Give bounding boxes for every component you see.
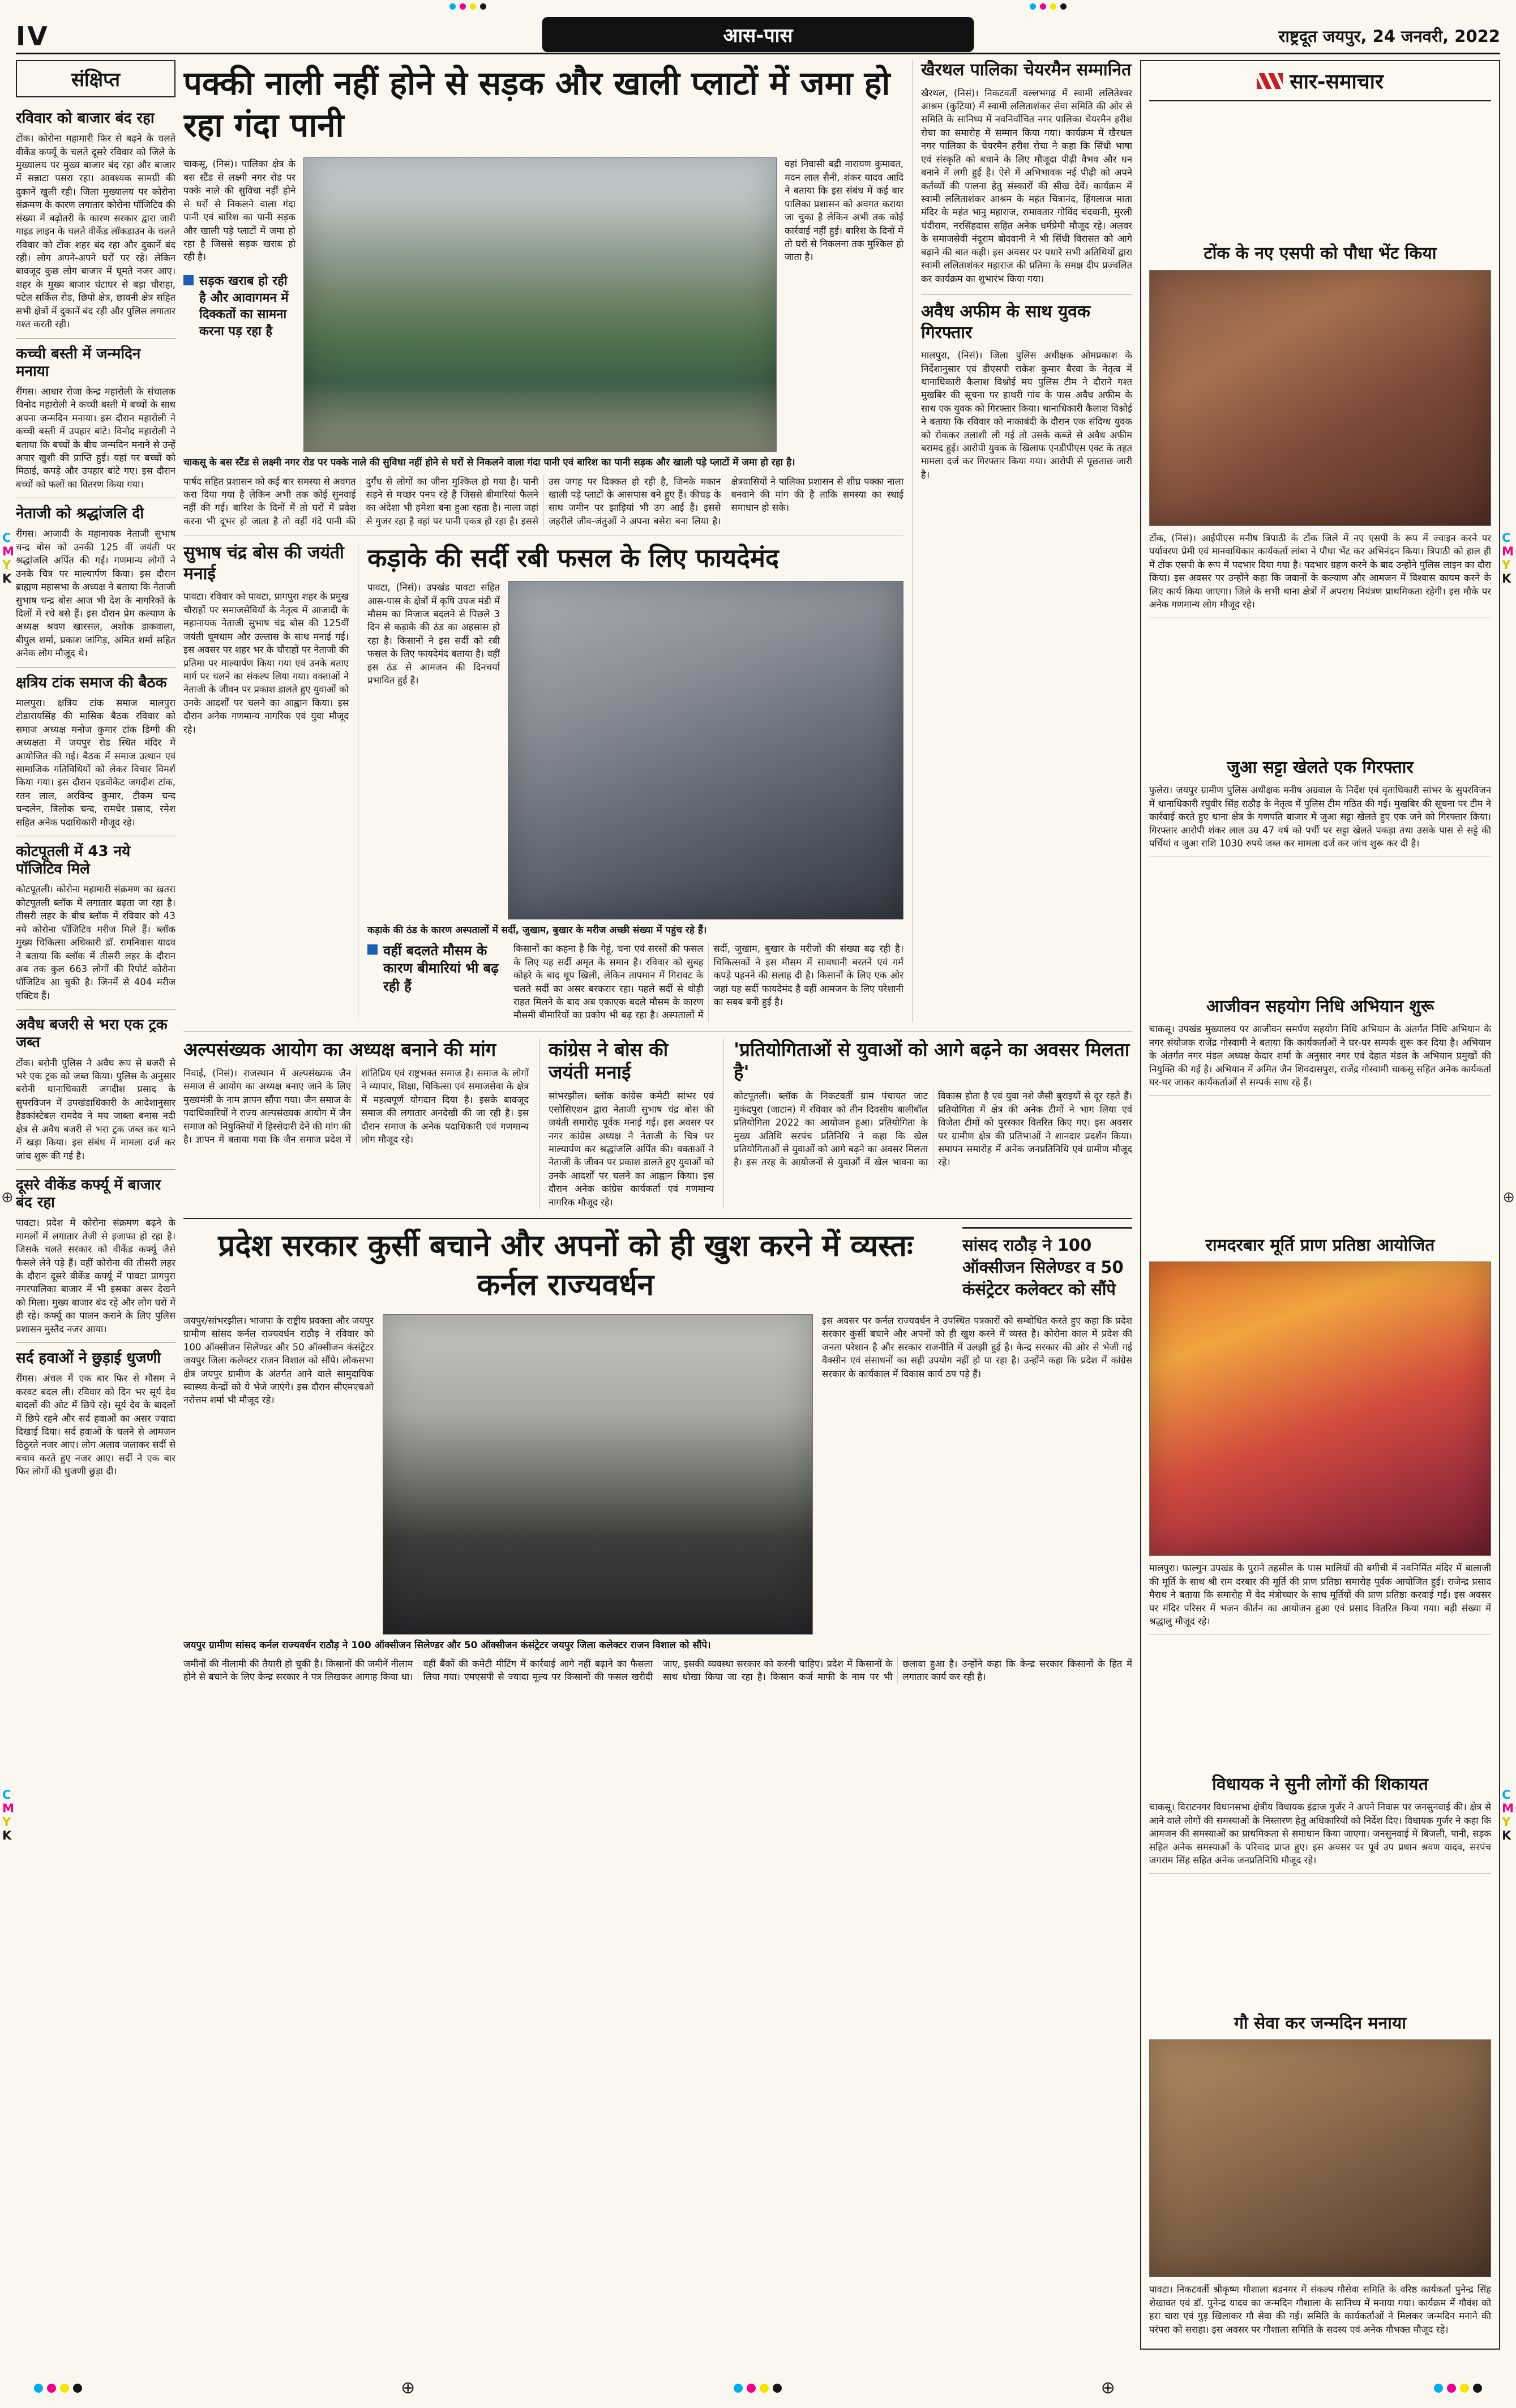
mla-headline: विधायक ने सुनी लोगों की शिकायत [1212, 1774, 1428, 1794]
rajyavardhan-headline: प्रदेश सरकार कुर्सी बचाने और अपनों को ही खुश करने में व्यस्तः कर्नल राज्यवर्धन [218, 1229, 913, 1302]
summary-column [1140, 60, 1500, 2350]
cyan-letter: C [1502, 531, 1511, 545]
black-dot-icon [1473, 2384, 1482, 2393]
registration-mark-icon: ⊕ [1502, 1189, 1515, 1206]
registration-mark-icon: ⊕ [1100, 2378, 1115, 2398]
winter-sub-headline-text: वहीं बदलते मौसम के कारण बीमारियां भी बढ़ रही हैं [383, 943, 499, 994]
black-dot-icon [73, 2384, 82, 2393]
drain-water-photo [303, 157, 777, 452]
magenta-letter: M [1502, 545, 1514, 558]
pull-quote-text: सड़क खराब हो रही है और आवागमन में दिक्कतों का सामना करना पड़ रहा है [199, 273, 289, 339]
rajyavardhan-article [183, 1218, 1132, 1684]
brief-headline: क्षत्रिय टांक समाज की बैठक [16, 674, 167, 691]
magenta-dot-icon [460, 3, 466, 10]
lead-intro-text: चाकसू, (निसं)। पालिका क्षेत्र के बस स्टैंड से लक्ष्मी नगर रोड पर पक्के नाले की सुविधा नहीं होने से घरों से निकलने वाला गंदा पानी एवं बारिश का पानी सड़क और खाली पड़े प्लाटों में जमा हो रहा है जिससे सड़क खराब हो रही है। [183, 159, 296, 263]
nidhi-abhiyan-article [1149, 990, 1491, 1097]
ramdarbar-idols-photo [1149, 1261, 1491, 1556]
cyan-dot-icon [1434, 2384, 1443, 2393]
lead-pull-quote [183, 273, 296, 340]
brief-body: टोंक। कोरोना महामारी फिर से बढ़ने के चलते वीकेंड कर्फ्यू के चलते दूसरे रविवार को जिले के मुख्यालय पर मुख्य बाजार बंद रहा और बाजार में सन्नाटा पसरा रहा। आवश्यक सामग्री की दुकानें खुली रही। जिला मुख्यालय पर कोरोना संक्रमण के कारण लगातार कोरोना पॉजिटिव की संख्या में बढ़ोतरी के कारण सरकार द्वारा जारी गाइड लाइन के चलते वीकेंड लॉकडाउन के चलते रविवार को टोंक शहर बंद रहा और दुकानें बंद रही। लोग अपने-अपने घरों पर रहे। लेकिन बावजूद कुछ लोग बाजार में घूमते नजर आए। शहर के मुख्य बाजार घंटाघर से बड़ा चौराहा, पटेल सर्किल रोड, छिपो क्षेत्र, छावनी क्षेत्र सहित सभी क्षेत्रों में दुकानें बंद रही और पुलिस लगातार गश्त करती रही। [16, 133, 175, 330]
yellow-letter: Y [2, 558, 11, 572]
cmyk-dots-icon [734, 2384, 782, 2393]
upper-section [183, 60, 1132, 1022]
rajyavardhan-photo-caption: जयपुर ग्रामीण सांसद कर्नल राज्यवर्धन राठौड़ ने 100 ऑक्सीजन सिलेण्डर और 50 ऑक्सीजन कंसंट्रेटर जयपुर जिला कलेक्टर राजन विशाल को सौंपे। [183, 1639, 711, 1651]
brief-article [16, 339, 175, 499]
winter-body: किसानों का कहना है कि गेहूं, चना एवं सरसों की फसल के लिए यह सर्दी अमृत के समान है। रविवार को सुबह कोहरे के बाद धूप खिली, लेकिन तापमान में गिरावट के चलते सर्दी का असर बरकरार रहा। पहले सर्दी से थोड़ी राहत मिलने के बाद अब एकाएक बदले मौसम के कारण मौसमी बीमारियों का प्रकोप भी बढ़ रहा है। अस्पतालों में सर्दी, जुखाम, बुखार के मरीजों की संख्या बढ़ रही है। चिकित्सकों ने इस मौसम में सावधानी बरतने एवं गर्म कपड़े पहनने की सलाह दी है। किसानों के लिए एक ओर जहां यह सर्दी फायदेमंद है वहीं आमजन के लिए परेशानी का सबब बनी हुई है। [513, 943, 903, 1021]
chairman-headline: खैरथल पालिका चेयरमैन सम्मानित [921, 60, 1132, 80]
lead-article [183, 62, 903, 528]
chairman-article [921, 60, 1132, 285]
minority-headline: अल्पसंख्यक आयोग का अध्यक्ष बनाने की मांग [183, 1038, 496, 1060]
winter-sub-headline [367, 942, 503, 1022]
rajyavardhan-bottom-text: जमीनों की नीलामी की तैयारी हो चुकी है। किसानों की जमीनें नीलाम होने से बचाने के लिए केन्द्र सरकार ने पत्र लिखकर आगाह किया था। वहीं बैंकों की कमेटी मीटिंग में कार्रवाई आगे नहीं बढ़ाने का फैसला लिया गया। एमएसपी से ज्यादा मूल्य पर किसानों की फसल खरीदी जाए, इसकी व्यवस्था सरकार को करनी चाहिए। प्रदेश में किसानों के साथ धोखा किया जा रहा है। किसान कर्ज माफी के नाम पर भी छलावा हुआ है। उन्होंने कहा कि केन्द्र सरकार किसानों के हित में लगातार कार्य कर रही है। [183, 1658, 1132, 1683]
registration-mark-icon: ⊕ [1, 1189, 14, 1206]
edition-date: राष्ट्रदूत जयपुर, 24 जनवरी, 2022 [1278, 27, 1500, 46]
rajyavardhan-highlight: सांसद राठौड़ ने 100 ऑक्सीजन सिलेण्डर व 50 कंसंट्रेटर कलेक्टर को सौंपे [962, 1227, 1132, 1301]
rajyavardhan-body-row [183, 1314, 1132, 1635]
black-letter: K [1502, 572, 1511, 585]
brief-headline: कोटपूतली में 43 नये पॉजिटिव मिले [16, 843, 131, 878]
print-marks-top [0, 3, 1516, 10]
ramdarbar-body: मालपुरा। फाल्गुन उपखंड के पुराने तहसील के पास मालियों की बगीची में नवनिर्मित मंदिर में बालाजी की मूर्ति के साथ श्री राम दरबार की मूर्ति की प्राण प्रतिष्ठा समारोह पूर्वक आयोजित हुई। राजेन्द्र प्रसाद मैराथ ने बताया कि समारोह में वेद मंत्रोच्चार के साथ मूर्तियों की प्राण प्रतिष्ठा करवाई गई। इस अवसर पर मंदिर परिसर में भजन कीर्तन का आयोजन हुआ एवं प्रसाद वितरित किया गया। बड़ी संख्या में श्रद्धालु मौजूद रहे। [1149, 1563, 1491, 1627]
yellow-letter: Y [2, 1815, 11, 1829]
section-banner: आस-पास [542, 17, 974, 52]
lead-photo-caption: चाकसू के बस स्टैंड से लक्ष्मी नगर रोड पर पक्के नाले की सुविधा नहीं होने से घरों से निकलने वाला गंदा पानी एवं बारिश का पानी सड़क और खाली पड़े प्लाटों में जमा हो रहा है। [183, 457, 795, 469]
cyan-letter: C [2, 531, 11, 545]
magenta-dot-icon [1447, 2384, 1456, 2393]
minority-commission-article [183, 1038, 529, 1209]
magenta-dot-icon [1040, 3, 1046, 10]
lead-side-column [785, 157, 903, 452]
cyan-dot-icon [734, 2384, 743, 2393]
gambling-arrest-article [1149, 751, 1491, 858]
brief-article [16, 103, 175, 339]
yellow-letter: Y [1502, 1815, 1511, 1829]
brief-article [16, 498, 175, 667]
nidhi-headline: आजीवन सहयोग निधि अभियान शुरू [1206, 996, 1434, 1016]
brief-body: रींगस। अंचल में एक बार फिर से मौसम ने करवट बदल ली। रविवार को दिन भर सूर्य देव बादलों की ओट में छिपे रहे। सूर्य देव के बादलों में छिपे रहने और सर्द हवाओं का असर ज्यादा दिखाई दिया। सर्द हवाओं के चलने से आमजन ठिठुरते नजर आए। लोग अलाव जलाकर सर्दी से बचाव करते हुए नजर आए। सर्दी ने एक बार फिर लोगों की धुजणी छुड़ा दी। [16, 1373, 175, 1477]
magenta-letter: M [1502, 1802, 1514, 1815]
mid-section [183, 536, 903, 1022]
upper-left-section [183, 60, 903, 1022]
mla-hearing-article [1149, 1768, 1491, 1875]
black-dot-icon [1060, 3, 1067, 10]
chairman-body: खैरथल, (निसं)। निकटवर्ती वल्लभगढ़ में स्वामी ललितेश्वर आश्रम (कुटिया) में स्वामी ललिताशंकर सेवा समिति की ओर से समिति के सानिध्य में नवनिर्वाचित नगर पालिका चेयरमैन हरीश रोचा का समारोह में सम्मान किया गया। कार्यक्रम में खैरथल नगर पालिका के चेयरमैन हरीश रोचा ने कहा कि सिंधी भाषा एवं संस्कृति को बचाने के लिए मौजूदा पीढ़ी वैभव और धन बनाने में लगी हुई है। ऐसे में अभिभावक नई पीढ़ी को अपने कर्तव्यों की पालना हेतु संस्कारों की सीख देवें। कार्यक्रम में स्वामी ललिताशंकर आश्रम के महंत चित्रानंद, हिंगलाज माता मंदिर के महंत भानु महाराज, रामावतार गोविंद चंदवानी, मुरली चंदीराम, नरसिंहदास सहित अनेक धर्मप्रेमी मौजूद रहे। अलवर के समाजसेवी नंदूराम बोदवानी ने भी सिंधी विरासत को आगे बढ़ाने की बात कही। इस अवसर पर पधारे सभी अतिथियों द्वारा स्वामी ललिताशंकर महाराज की प्रतिमा के समक्ष दीप प्रज्वलित कर कार्यक्रम का शुभारंभ किया गया। [921, 87, 1132, 284]
subhash-body: पावटा। रविवार को पावटा, प्रागपुरा शहर के प्रमुख चौराहों पर समाजसेवियों के नेतृत्व में आजादी के महानायक नेताजी सुभाष चंद्र बोस की 125वीं जयंती धूमधाम और उल्लास के साथ मनाई गई। इस अवसर पर शहर भर के चौराहों पर नेताजी की प्रतिमा पर माल्यार्पण किया गया एवं उनके बताए मार्ग पर चलने का संकल्प लिया गया। वक्ताओं ने नेताजी के जीवन पर प्रकाश डालते हुए युवाओं को उनके आदर्शों पर चलने का आह्वान किया। इस दौरान अनेक गणमान्य नागरिक एवं युवा मौजूद रहे। [183, 591, 349, 735]
brief-article [16, 1170, 175, 1343]
congress-body: सांभरझील। ब्लॉक कांग्रेस कमेटी सांभर एवं एसोसिएशन द्वारा नेताजी सुभाष चंद्र बोस की जयंती समारोह पूर्वक मनाई गई। इस अवसर पर नगर कांग्रेस अध्यक्ष ने नेताजी के चित्र पर माल्यार्पण कर श्रद्धांजलि अर्पित की। वक्ताओं ने नेताजी के जीवन पर प्रकाश डालते हुए युवाओं को उनके आदर्शों पर चलने का आह्वान किया। इस दौरान अनेक कांग्रेस कार्यकर्ता एवं गणमान्य नागरिक मौजूद रहे। [549, 1090, 714, 1208]
third-row [183, 1031, 1132, 1209]
opium-body: मालपुरा, (निसं)। जिला पुलिस अधीक्षक ओमप्रकाश के निर्देशानुसार एवं डीएसपी राकेश कुमार बैरवा के नेतृत्व में थानाधिकारी कैलाश विश्नोई मय पुलिस टीम ने दौराने गश्त मुखबिर की सूचना पर हाथरी गांव के पास अवैध अफीम के साथ एक युवक को गिरफ्तार किया। थानाधिकारी कैलाश विश्नोई ने बताया कि रविवार को नाकाबंदी के दौरान एक संदिग्ध युवक को रोककर तलाशी ली गई तो उसके कब्जे से अवैध अफीम बरामद हुई। आरोपी युवक के खिलाफ एनडीपीएस एक्ट के तहत मामला दर्ज कर गिरफ्तार किया गया। आरोपी से पूछताछ जारी है। [921, 350, 1132, 480]
winter-article [358, 543, 903, 1022]
lead-side-text: वहां निवासी बद्री नारायण कुमावत, मदन लाल सैनी, शंकर यादव आदि ने बताया कि इस संबंध में कई बार पालिका प्रशासन को अवगत कराया जा चुका है लेकिन अभी तक कोई कार्रवाई नहीं हुई। बारिश के दिनों में तो घरों से निकलना तक मुश्किल हो जाता है। [785, 159, 903, 263]
cmyk-dots-icon [34, 2384, 82, 2393]
sp-plant-body: टोंक, (निसं)। आईपीएस मनीष त्रिपाठी के टोंक जिले में नए एसपी के रूप में ज्वाइन करने पर पर्यावरण प्रेमी एवं मानवाधिकार कार्यकर्ता लांबा ने पौधा भेंट कर अभिनंदन किया। त्रिपाठी को हाल ही में टोंक एसपी के रूप में पदभार दिया गया है। पदभार ग्रहण करने के बाद उन्होंने पुलिस लाइन का दौरा किया। इस अवसर पर उन्होंने कहा कि जवानों के कल्याण और आमजन में विश्वास कायम करने के लिए कार्य किया जाएगा। जिले के सभी थाना क्षेत्रों में अपराध नियंत्रण प्राथमिकता रहेगी। इस मौके पर अनेक गणमान्य लोग मौजूद रहे। [1149, 532, 1491, 610]
brief-article [16, 668, 175, 836]
print-marks-footer [34, 2380, 1482, 2397]
magenta-letter: M [2, 1802, 14, 1815]
yellow-dot-icon [470, 3, 476, 10]
opium-article [921, 294, 1132, 481]
competition-headline: 'प्रतियोगिताओं से युवाओं को आगे बढ़ने का अवसर मिलता है' [734, 1038, 1130, 1084]
competition-article [734, 1038, 1132, 1209]
registration-mark-icon: ⊕ [401, 2378, 416, 2398]
cmyk-dots-icon [1434, 2384, 1482, 2393]
brief-headline: दूसरे वीकेंड कर्फ्यू में बाजार बंद रहा [16, 1177, 161, 1212]
upper-right-section [913, 60, 1132, 1022]
yellow-dot-icon [1050, 3, 1056, 10]
mla-body: चाकसू। विराटनगर विधानसभा क्षेत्रीय विधायक इंद्राज गुर्जर ने अपने निवास पर जनसुनवाई की। क्षेत्र से आने वाले लोगों की समस्याओं के निस्तारण हेतु अधिकारियों को निर्देश दिए। विधायक गुर्जर ने कहा कि आमजन की समस्याओं का प्राथमिकता से समाधान किया जाएगा। जनसुनवाई में बिजली, पानी, सड़क सहित अनेक समस्याओं के परिवाद प्राप्त हुए। इस अवसर पर पूर्व उप प्रधान श्रवण यादव, सरपंच जगराम सिंह सहित अनेक जनप्रतिनिधि मौजूद रहे। [1149, 1802, 1491, 1866]
briefs-column [16, 60, 175, 2350]
yellow-dot-icon [60, 2384, 69, 2393]
sp-plant-photo [1149, 270, 1491, 526]
winter-photo [508, 581, 903, 919]
black-letter: K [1502, 1829, 1511, 1842]
cmyk-letters-left [2, 532, 14, 585]
main-content [183, 60, 1132, 2350]
sub-headline-bullet-icon [367, 944, 378, 955]
brief-body: रींगस। आधार रोजा केन्द्र महारोली के संचालक विनोद महारोली ने कच्ची बस्ती में बच्चों के साथ अपना जन्मदिन मनाया। इस दौरान महारोली ने कच्ची बस्ती में उपहार बांटे। विनोद महारोली ने बताया कि बच्चों के बीच जन्मदिन मनाने से उन्हें अपार खुशी की प्राप्ति हुई। यहां पर बच्चों को मिठाई, कपड़े और उपहार बांटे गए। इस दौरान बच्चों को फलों का वितरण किया गया। [16, 386, 175, 490]
winter-intro-text: पावटा, (निसं)। उपखंड पावटा सहित आस-पास के क्षेत्रों में कृषि उपज मंडी में मौसम का मिजाज बदलने से पिछले 3 दिन से कड़ाके की ठंड का अहसास हो रहा है। किसानों ने इस सर्दी को रबी फसल के लिए फायदेमंद बताया है। वहीं इस ठंड से आमजन की दिनचर्या प्रभावित हुई है। [367, 582, 500, 686]
winter-media-row [367, 581, 903, 919]
sp-plant-headline: टोंक के नए एसपी को पौधा भेंट किया [1204, 243, 1437, 264]
brief-body: टोंक। बरोनी पुलिस ने अवैध रूप से बजरी से भरे एक ट्रक को जब्त किया। पुलिस के अनुसार बरोनी थानाधिकारी जगदीश प्रसाद के सुपरविजन में उपखंडाधिकारी के आदेशानुसार हैडकांस्टेबल रामदेव ने मय जाब्ता बनास नदी क्षेत्र से अवैध बजरी से भरा ट्रक जब्त कर थाने में खड़ा किया। इस संबंध में मामला दर्ज कर जांच शुरू की गई है। [16, 1057, 175, 1161]
brief-body: मालपुरा। क्षत्रिय टांक समाज मालपुरा टोडारायसिंह की मासिक बैठक रविवार को समाज अध्यक्ष मनोज कुमार टांक डिग्गी की अध्यक्षता में जयपुर रोड स्थित मंदिर में आयोजित की गई। बैठक में समाज उत्थान एवं सामाजिक गतिविधियों को लेकर विचार विमर्श किया गया। इस दौरान एडवोकेट जगदीश टांक, रतन लाल, अरविन्द कुमार, टीकम चन्द चन्दलेन, त्रिलोक चन्द, रामधेर प्रसाद, रमेश सहित अनेक पदाधिकारी मौजूद रहे। [16, 697, 175, 828]
yellow-dot-icon [760, 2384, 769, 2393]
gauseva-headline: गौ सेवा कर जन्मदिन मनाया [1234, 2013, 1407, 2033]
brief-headline: रविवार को बाजार बंद रहा [16, 110, 155, 127]
brief-headline: सर्द हवाओं ने छुड़ाई धुजणी [16, 1350, 161, 1367]
sp-plant-article [1149, 237, 1491, 618]
cmyk-dots-icon [1030, 3, 1067, 10]
black-letter: K [2, 1829, 12, 1842]
winter-headline: कड़ाके की सर्दी रबी फसल के लिए फायदेमंद [367, 543, 779, 574]
section-accent-icon [1257, 73, 1283, 89]
brief-body: पावटा। प्रदेश में कोरोना संक्रमण बढ़ने के मामलों में लगातार तेजी से इजाफा हो रहा है। जिसके चलते सरकार को वीकेंड कर्फ्यू जैसे फैसले लेने पड़े हैं। वहीं कोरोना की तीसरी लहर के दौरान दूसरे वीकेंड कर्फ्यू में पावटा प्रागपुरा नगरपालिका बाजार में भी इसका असर देखने को मिला। मुख्य बाजार बंद रहे और लोग घरों में ही रहे। कर्फ्यू का पालन कराने के लिए पुलिस प्रशासन मुस्तैद नजर आया। [16, 1217, 175, 1335]
masthead [16, 19, 1500, 54]
black-letter: K [2, 572, 12, 585]
lead-media-row [183, 157, 903, 452]
brief-body: रींगस। आजादी के महानायक नेताजी सुभाष चन्द्र बोस को उनकी 125 वीं जयंती पर श्रद्धांजलि अर्पित की गई। गणमान्य लोगों ने उनके चित्र पर माल्यार्पण किया। इस दौरान ब्राह्मण महासभा के अध्यक्ष ने बताया कि नेताजी सुभाष चन्द्र बोस आज भी देश के नागरिकों के दिलों में रचे बसे हैं। इस दौरान प्रेम कल्याण के अध्यक्ष श्रवण खारसल, अशोक डाकवाला, बीपुल शर्मा, प्रकाश जांगिड़, अमित शर्मा सहित अनेक लोग मौजूद थे। [16, 528, 175, 659]
opium-headline: अवैध अफीम के साथ युवक गिरफ्तार [921, 301, 1090, 343]
cyan-letter: C [1502, 1788, 1511, 1802]
brief-article [16, 1010, 175, 1170]
ramdarbar-headline: रामदरबार मूर्ति प्राण प्रतिष्ठा आयोजित [1205, 1235, 1435, 1255]
brief-body: कोटपूतली। कोरोना महामारी संक्रमण का खतरा कोटपूतली ब्लॉक में लगातार बढ़ता जा रहा है। तीसरी लहर के बीच ब्लॉक में रविवार को 43 नये कोरोना पॉजिटिव मरीज मिले हैं। ब्लॉक मुख्य चिकित्सा अधिकारी डॉ. रामनिवास यादव ने बताया कि ब्लॉक में तीसरी लहर के दौरान अब तक कुल 663 लोगों की रिपोर्ट कोरोना पॉजिटिव आ चुकी है। जिनमें से 404 मरीज एक्टिव हैं। [16, 884, 175, 1001]
rajyavardhan-left-text: जयपुर/सांभरझील। भाजपा के राष्ट्रीय प्रवक्ता और जयपुर ग्रामीण सांसद कर्नल राज्यवर्धन राठौड़ ने रविवार को 100 ऑक्सीजन सिलेण्डर और 50 ऑक्सीजन कंसंट्रेटर जयपुर जिला कलेक्टर राजन विशाल को सौंपे। लोकसभा क्षेत्र जयपुर ग्रामीण के अंतर्गत आने वाले सामुदायिक स्वास्थ्य केन्द्रों को ये भेजे जाएंगे। इस दौरान सीएमएचओ नरोत्तम शर्मा भी मौजूद रहे। [183, 1315, 374, 1406]
summary-section-title [1149, 67, 1491, 101]
magenta-letter: M [2, 545, 14, 558]
winter-bottom-row [367, 942, 903, 1022]
magenta-dot-icon [747, 2384, 756, 2393]
minority-body: निवाई, (निसं)। राजस्थान में अल्पसंख्यक जैन समाज से आयोग का अध्यक्ष बनाए जाने के लिए मुख्यमंत्री के नाम ज्ञापन सौंपा गया। जैन समाज के पदाधिकारियों ने राज्य अल्पसंख्यक आयोग में जैन समाज को नियुक्तियों में हिस्सेदारी देने की मांग की है। ज्ञापन में बताया गया कि जैन समाज प्रदेश में शांतिप्रिय एवं राष्ट्रभक्त समाज है। समाज के लोगों ने व्यापार, शिक्षा, चिकित्सा एवं समाजसेवा के क्षेत्र में महत्वपूर्ण योगदान दिया है। इसके बावजूद समाज की लगातार अनदेखी की जा रही है। इस दौरान समाज के अनेक पदाधिकारी एवं गणमान्य लोग मौजूद रहे। [183, 1068, 529, 1145]
gambling-headline: जुआ सट्टा खेलते एक गिरफ्तार [1227, 757, 1414, 777]
competition-body: कोटपूतली। ब्लॉक के निकटवर्ती ग्राम पंचायत जाट मुकंदपुरा (जाटान) में रविवार को तीन दिवसीय बालीबॉल प्रतियोगिता 2022 का आयोजन हुआ। प्रतियोगिता के मुख्य अतिथि सरपंच प्रतिनिधि ने कहा कि खेल प्रतियोगिताओं से युवाओं को आगे बढ़ने का अवसर मिलता है। इस तरह के आयोजनों से युवाओं में खेल भावना का विकास होता है एवं युवा नशे जैसी बुराइयों से दूर रहते हैं। प्रतियोगिता में क्षेत्र की अनेक टीमों ने भाग लिया एवं विजेता टीमों को पुरस्कार वितरित किए गए। इस अवसर पर ग्रामीण क्षेत्र की प्रतिभाओं ने शानदार प्रदर्शन किया। समापन समारोह में अनेक जनप्रतिनिधि एवं ग्रामीण मौजूद रहे। [734, 1090, 1132, 1168]
lead-headline: पक्की नाली नहीं होने से सड़क और खाली प्लाटों में जमा हो रहा गंदा पानी [183, 64, 890, 145]
cyan-dot-icon [1030, 3, 1036, 10]
congress-bose-article [539, 1038, 723, 1209]
cyan-dot-icon [449, 3, 456, 10]
cmyk-dots-icon [449, 3, 486, 10]
cmyk-letters-left-lower [2, 1789, 14, 1842]
oxygen-cylinders-photo [383, 1314, 813, 1635]
brief-article [16, 836, 175, 1010]
gambling-body: फुलेरा। जयपुर ग्रामीण पुलिस अधीक्षक मनीष अग्रवाल के निर्देश एवं वृताधिकारी सांभर के सुपरविजन में थानाधिकारी रघुवीर सिंह राठौड़ के नेतृत्व में पुलिस टीम गठित की गई। मुखबिर की सूचना पर टीम ने कार्रवाई करते हुए थाना क्षेत्र के गणपति बाजार में जुआ सट्टा खेलते हुए एक जने को गिरफ्तार किया। गिरफ्तार आरोपी शंकर लाल उम्र 47 वर्ष को पर्ची पर सट्टा खेलते पकड़ा तथा उसके पास से सट्टे की पर्चियां व जुआ राशि 1030 रुपये जब्त कर मामला दर्ज कर जांच शुरू कर दी है। [1149, 785, 1491, 849]
nidhi-body: चाकसू। उपखंड मुख्यालय पर आजीवन समर्पण सहयोग निधि अभियान के अंतर्गत निधि अभियान के नगर संयोजक राजेंद्र गोस्वामी ने बताया कि कार्यकर्ताओं ने घर-घर सम्पर्क शुरू कर दिया है। अभियान के अंतर्गत नगर मंडल अध्यक्ष केदार शर्मा के अनुसार नगर एवं देहात मंडल के अभियान प्रमुखों की नियुक्ति की गई है। अभियान में अमित जैन शिवदासपुरा, राजेंद्र गोस्वामी चाकसू सहित अनेक कार्यकर्ता घर-घर जाकर कार्यकर्ताओं से सम्पर्क साध रहे हैं। [1149, 1024, 1491, 1088]
congress-headline: कांग्रेस ने बोस की जयंती मनाई [549, 1038, 669, 1084]
subhash-headline: सुभाष चंद्र बोस की जयंती मनाई [183, 543, 344, 584]
briefs-section-title: संक्षिप्त [16, 60, 175, 97]
gauseva-group-photo [1149, 2039, 1491, 2277]
gauseva-article [1149, 2007, 1491, 2343]
winter-photo-caption: कड़ाके की ठंड के कारण अस्पतालों में सर्दी, जुखाम, बुखार के मरीज अच्छी संख्या में पहुंच रहे हैं। [367, 925, 707, 936]
cyan-dot-icon [34, 2384, 43, 2393]
subhash-article [183, 543, 349, 1022]
ramdarbar-article [1149, 1229, 1491, 1636]
black-dot-icon [773, 2384, 782, 2393]
lead-body: पार्षद सहित प्रशासन को कई बार समस्या से अवगत करा दिया गया है लेकिन अभी तक कोई सुनवाई नहीं की गई। बारिश के दिनों में तो घरों में प्रवेश करना भी दूभर हो जाता है तो वहीं गंदे पानी की दुर्गंध से लोगों का जीना मुश्किल हो गया है। पानी सड़ने से मच्छर पनप रहे हैं जिससे बीमारियां फैलने का अंदेशा भी हमेशा बना हुआ रहता है। नाला जहां से गुजर रहा है वहां पर पानी एकत्र हो रहा है। इससे उस जगह पर दिक्कत हो रही है, जिनके मकान खाली पड़े प्लाटों के आसपास बने हुए हैं। कीचड़ के साथ जमीन पर झाड़ियां भी उग आई हैं। इससे जहरीले जीव-जंतुओं ने अपना बसेरा बना लिया है। क्षेत्रवासियों ने पालिका प्रशासन से शीघ्र पक्का नाला बनवाने की मांग की है ताकि समस्या का स्थाई समाधान हो सके। [183, 476, 903, 527]
page-number: IV [16, 20, 49, 52]
yellow-dot-icon [1460, 2384, 1469, 2393]
cmyk-letters-right-lower [1502, 1789, 1514, 1842]
pull-quote-bullet-icon [183, 275, 194, 285]
black-dot-icon [480, 3, 486, 10]
magenta-dot-icon [47, 2384, 56, 2393]
brief-headline: नेताजी को श्रद्धांजलि दी [16, 505, 144, 523]
cmyk-letters-right [1502, 532, 1514, 585]
rajyavardhan-header-row [183, 1227, 1132, 1305]
brief-headline: कच्ची बस्ती में जन्मदिन मनाया [16, 345, 141, 380]
summary-section-title-text: सार-समाचार [1290, 70, 1384, 93]
brief-headline: अवैध बजरी से भरा एक ट्रक जब्त [16, 1016, 168, 1051]
gauseva-body: पावटा। निकटवर्ती श्रीकृष्ण गौशाला बडनगर में संकल्प गौसेवा समिति के वरिष्ठ कार्यकर्ता पुनेन्द्र सिंह शेखावत एवं डॉ. पुनेन्द्र यादव का जन्मदिन गौशाला के सानिध्य में मनाया गया। कार्यक्रम में गौवंश को हरा चारा एवं गुड़ खिलाकर गौ सेवा की गई। समिति के कार्यकर्ताओं ने मिलकर जन्मदिन मनाने की परंपरा को सराहा। इस अवसर पर गौशाला समिति के सदस्य एवं अनेक गौभक्त मौजूद रहे। [1149, 2284, 1491, 2335]
rajyavardhan-right-text: इस अवसर पर कर्नल राज्यवर्धन ने उपस्थित पत्रकारों को सम्बोधित करते हुए कहा कि प्रदेश सरकार कुर्सी बचाने और अपनों को ही खुश करने में व्यस्त है। कोरोना काल में प्रदेश की जनता परेशान है और सरकार राजनीति में उलझी हुई है। केन्द्र सरकार की ओर से भेजी गई वैक्सीन एवं संसाधनों का सही उपयोग नहीं हो पा रहा है। उन्होंने कहा कि प्रदेश में कांग्रेस सरकार के कार्यकाल में विकास कार्य ठप पड़े हैं। [822, 1315, 1132, 1379]
lead-intro-column [183, 157, 296, 452]
brief-article [16, 1343, 175, 1485]
cyan-letter: C [2, 1788, 11, 1802]
yellow-letter: Y [1502, 558, 1511, 572]
